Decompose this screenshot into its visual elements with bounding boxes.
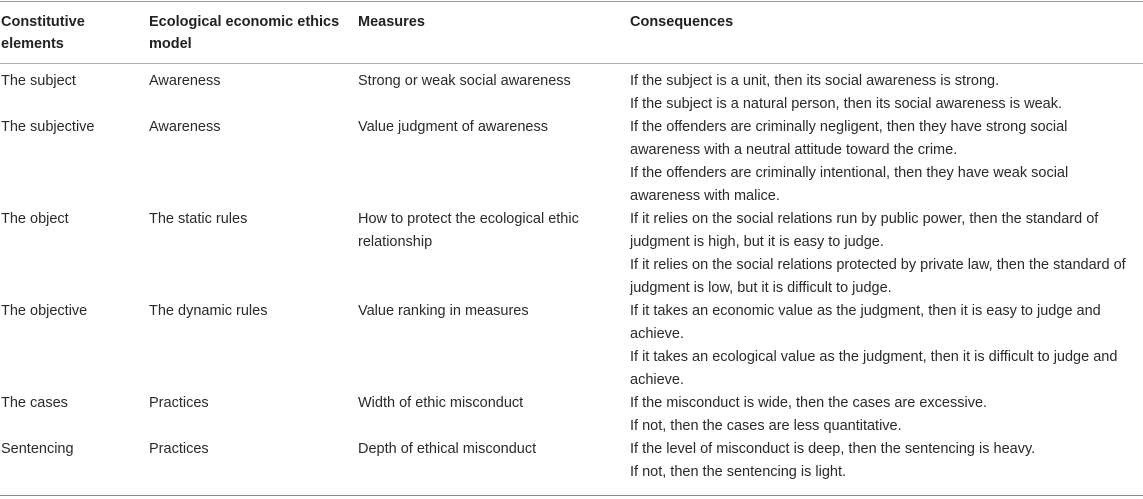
header-measures: Measures (358, 14, 425, 30)
cell-model: Practices (149, 441, 209, 457)
header-ethics-model: Ecological economic ethics model (149, 14, 340, 52)
consequence-line: If it takes an economic value as the judgment, then it is easy to judge and achieve. (630, 303, 1101, 342)
consequence-line: If it takes an ecological value as the judgment, then it is difficult to judge and achieve. (630, 349, 1118, 388)
cell-consequences (629, 55, 1143, 116)
cell-element: The objective (1, 303, 88, 319)
consequence-line: If the offenders are criminally intentional, then they have weak social awareness with malice. (630, 165, 1069, 204)
consequence-line: If it relies on the social relations protected by private law, then the standard of judgment is low, but it is difficult to judge. (630, 257, 1126, 296)
cell-measure: Strong or weak social awareness (358, 73, 571, 89)
table-row (0, 116, 1143, 208)
cell-consequences (629, 438, 1143, 484)
consequence-line: If the subject is a natural person, then its social awareness is weak. (630, 96, 1062, 112)
cell-consequences (629, 300, 1143, 392)
table-body (0, 55, 1143, 484)
header-constitutive-elements: Constitutive elements (1, 14, 85, 52)
cell-model: Practices (149, 395, 209, 411)
header-consequences: Consequences (630, 14, 734, 30)
table-row (0, 438, 1143, 484)
table-row (0, 300, 1143, 392)
consequence-line: If the misconduct is wide, then the cases are excessive. (630, 395, 988, 411)
table-row (0, 55, 1143, 116)
cell-element: The cases (1, 395, 68, 411)
cell-element: The subject (1, 73, 76, 89)
cell-measure: Width of ethic misconduct (358, 395, 524, 411)
consequence-line: If it relies on the social relations run by public power, then the standard of judgment is high, but it is easy to judge. (630, 211, 1099, 250)
cell-consequences (629, 208, 1143, 300)
header-row (0, 0, 1143, 55)
cell-measure: Value ranking in measures (358, 303, 529, 319)
consequence-line: If the level of misconduct is deep, then the sentencing is heavy. (630, 441, 1036, 457)
consequence-line: If the subject is a unit, then its social awareness is strong. (630, 73, 1000, 89)
cell-element: Sentencing (1, 441, 74, 457)
consequence-line: If not, then the sentencing is light. (630, 464, 847, 480)
cell-measure: Depth of ethical misconduct (358, 441, 537, 457)
cell-model: Awareness (149, 73, 221, 89)
table-header (0, 0, 1143, 55)
cell-element: The object (1, 211, 69, 227)
cell-model: The dynamic rules (149, 303, 268, 319)
table-row (0, 208, 1143, 300)
consequence-line: If not, then the cases are less quantitative. (630, 418, 902, 434)
cell-model: Awareness (149, 119, 221, 135)
table-bottom-rule (0, 495, 1143, 496)
cell-measure: How to protect the ecological ethic relationship (358, 211, 579, 250)
table-row (0, 392, 1143, 438)
cell-consequences (629, 392, 1143, 438)
cell-model: The static rules (149, 211, 248, 227)
cell-consequences (629, 116, 1143, 208)
cell-element: The subjective (1, 119, 95, 135)
consequence-line: If the offenders are criminally negligent, then they have strong social awareness with a neutral attitude toward the crime. (630, 119, 1068, 158)
cell-measure: Value judgment of awareness (358, 119, 548, 135)
